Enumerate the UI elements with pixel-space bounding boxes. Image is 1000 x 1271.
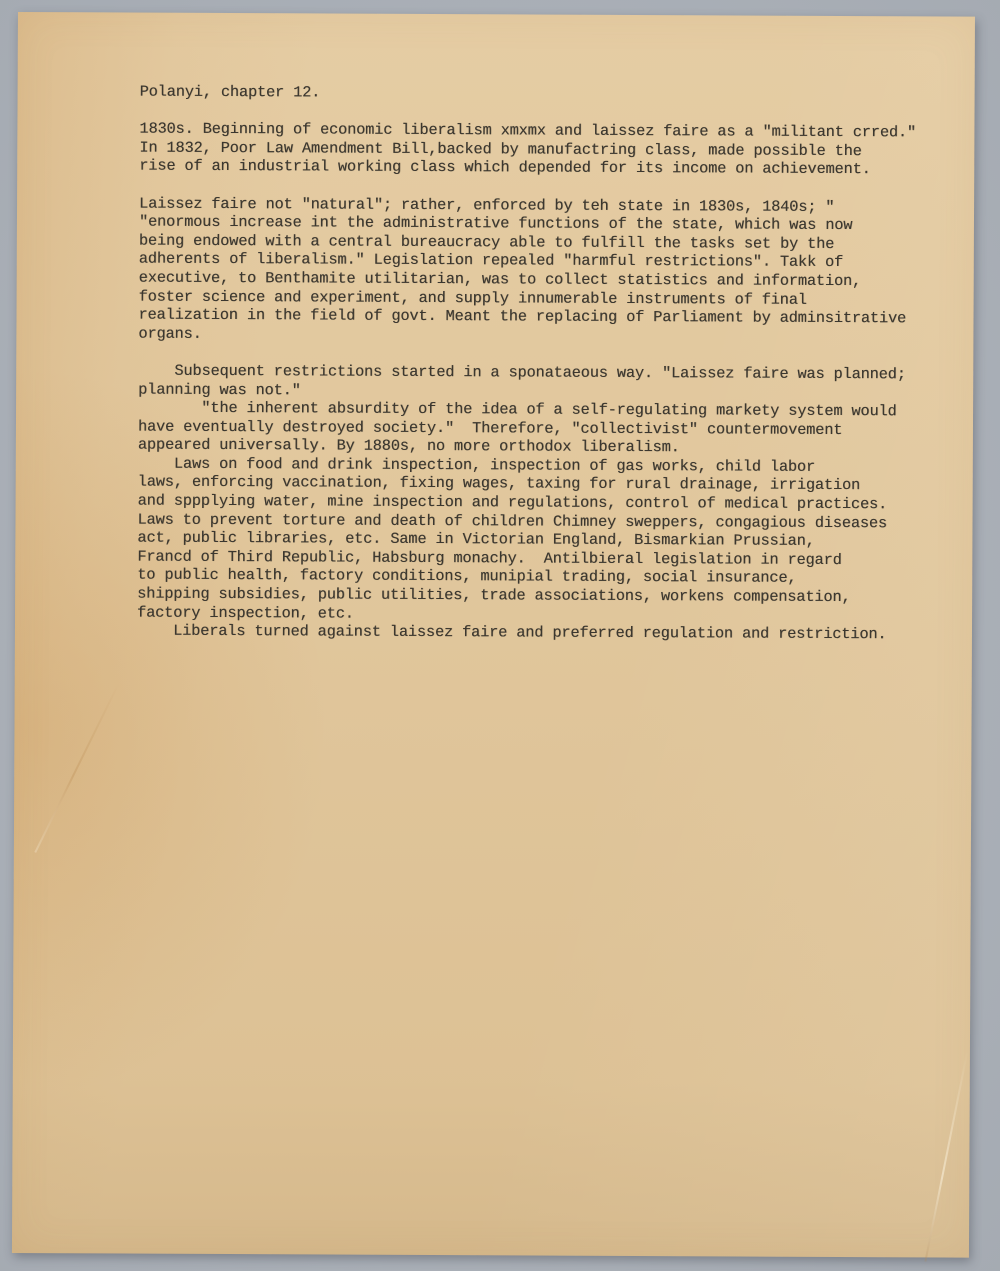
document-body: 1830s. Beginning of economic liberalism xmxmx and laissez faire as a "militant crred." In 1832, Poor Law Amendment Bill,backed by manufactring class, made possible the rise of an industrial working class which depended for its income on achievement. Laissez faire not "natural"; rather, enforced by teh state in 1830s, 1840s; " "enormous increase int the administrative functions of the state, which was now being endowed with a central bureaucracy able to fulfill the tasks set by the adherents of liberalism." Legislation repealed "harmful restrictions". Takk of executive, to Benthamite utilitarian, was to collect statistics and information, foster science and experiment, and supply innumerable instruments of final realization in the field of govt. Meant the replacing of Parliament by adminsitrative organs. Subsequent restrictions started in a sponataeous way. "Laissez faire was planned; planning was not." "the inherent absurdity of the idea of a self-regulating markety system would have eventually destroyed society." Therefore, "collectivist" countermovement appeared universally. By 1880s, no more orthodox liberalism. Laws on food and drink inspection, inspection of gas works, child labor laws, enforcing vaccination, fixing wages, taxing for rural drainage, irrigation and sppplying water, mine inspection and regulations, control of medical practices. Laws to prevent torture and death of children Chimney sweppers, congagious diseases act, public libraries, etc. Same in Victorian England, Bismarkian Prussian, Francd of Third Republic, Habsburg monachy. Antilbieral legislation in regard to public health, factory conditions, munipial trading, social insurance, shipping subsidies, public utilities, trade associations, workens compensation, factory inspection, etc. Liberals turned against laissez faire and preferred regulation and restriction. (136, 119, 917, 644)
paper-sheet (12, 12, 975, 1258)
paper-crease-right (924, 1050, 968, 1261)
typewritten-text-block (137, 83, 962, 645)
document-title: Polanyi, chapter 12. (139, 82, 321, 102)
paper-crease-left (34, 682, 120, 853)
